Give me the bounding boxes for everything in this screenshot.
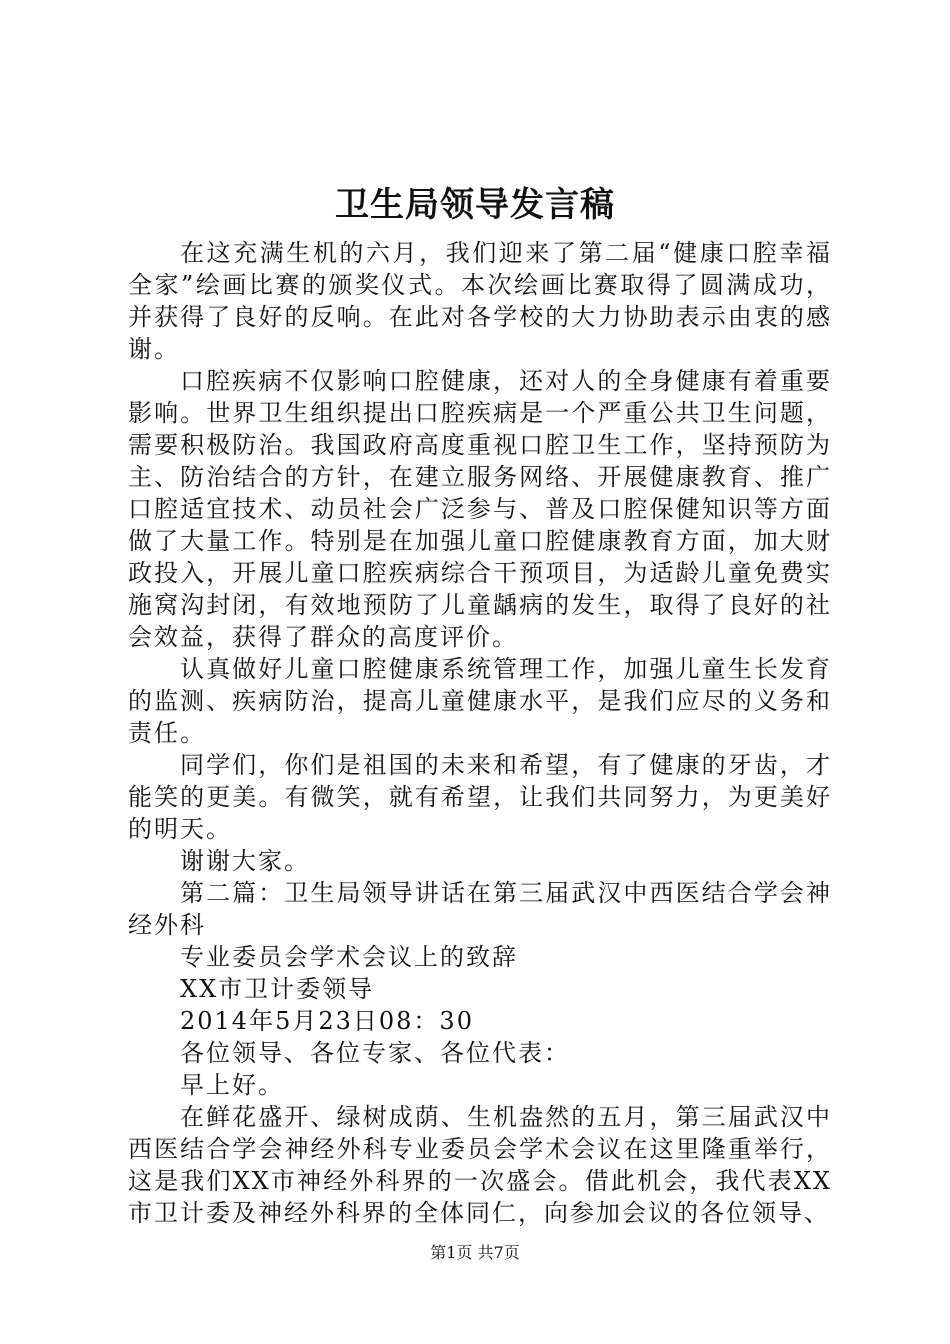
paragraph: 早上好。 bbox=[180, 1071, 284, 1099]
document-title: 卫生局领导发言稿 bbox=[335, 185, 615, 225]
paragraph: XX市卫计委领导 bbox=[180, 975, 375, 1003]
paragraph: 2014年5月23日08：30 bbox=[180, 1007, 474, 1035]
paragraph: 第二篇：卫生局领导讲话在第三届武汉中西医结合学会神经外科 bbox=[128, 879, 832, 939]
paragraph: 在这充满生机的六月，我们迎来了第二届“健康口腔幸福全家”绘画比赛的颁奖仪式。本次绘画比赛取得了圆满成功，并获得了良好的反响。在此对各学校的大力协助表示由衷的感谢。 bbox=[128, 239, 832, 363]
paragraph: 专业委员会学术会议上的致辞 bbox=[180, 943, 518, 971]
paragraph: 口腔疾病不仅影响口腔健康，还对人的全身健康有着重要影响。世界卫生组织提出口腔疾病是一个严重公共卫生问题，需要积极防治。我国政府高度重视口腔卫生工作，坚持预防为主、防治结合的方针，在建立服务网络、开展健康教育、推广口腔适宜技术、动员社会广泛参与、普及口腔保健知识等方面做了大量工作。特别是在加强儿童口腔健康教育方面，加大财政投入，开展儿童口腔疾病综合干预项目，为适龄儿童免费实施窝沟封闭，有效地预防了儿童龋病的发生，取得了良好的社会效益，获得了群众的高度评价。 bbox=[128, 367, 832, 651]
paragraph: 在鲜花盛开、绿树成荫、生机盎然的五月，第三届武汉中西医结合学会神经外科专业委员会学术会议在这里隆重举行，这是我们XX市神经外科界的一次盛会。借此机会，我代表XX市卫计委及神经外科界的全体同仁，向参加会议的各位领导、 bbox=[128, 1103, 832, 1227]
paragraph: 各位领导、各位专家、各位代表： bbox=[180, 1039, 570, 1067]
paragraph: 同学们，你们是祖国的未来和希望，有了健康的牙齿，才能笑的更美。有微笑，就有希望，让我们共同努力，为更美好的明天。 bbox=[128, 751, 832, 843]
document-body bbox=[128, 237, 832, 1229]
paragraph: 谢谢大家。 bbox=[180, 847, 310, 875]
paragraph: 认真做好儿童口腔健康系统管理工作，加强儿童生长发育的监测、疾病防治，提高儿童健康水平，是我们应尽的义务和责任。 bbox=[128, 655, 832, 747]
page-number-footer: 第1页 共7页 bbox=[430, 1243, 520, 1262]
